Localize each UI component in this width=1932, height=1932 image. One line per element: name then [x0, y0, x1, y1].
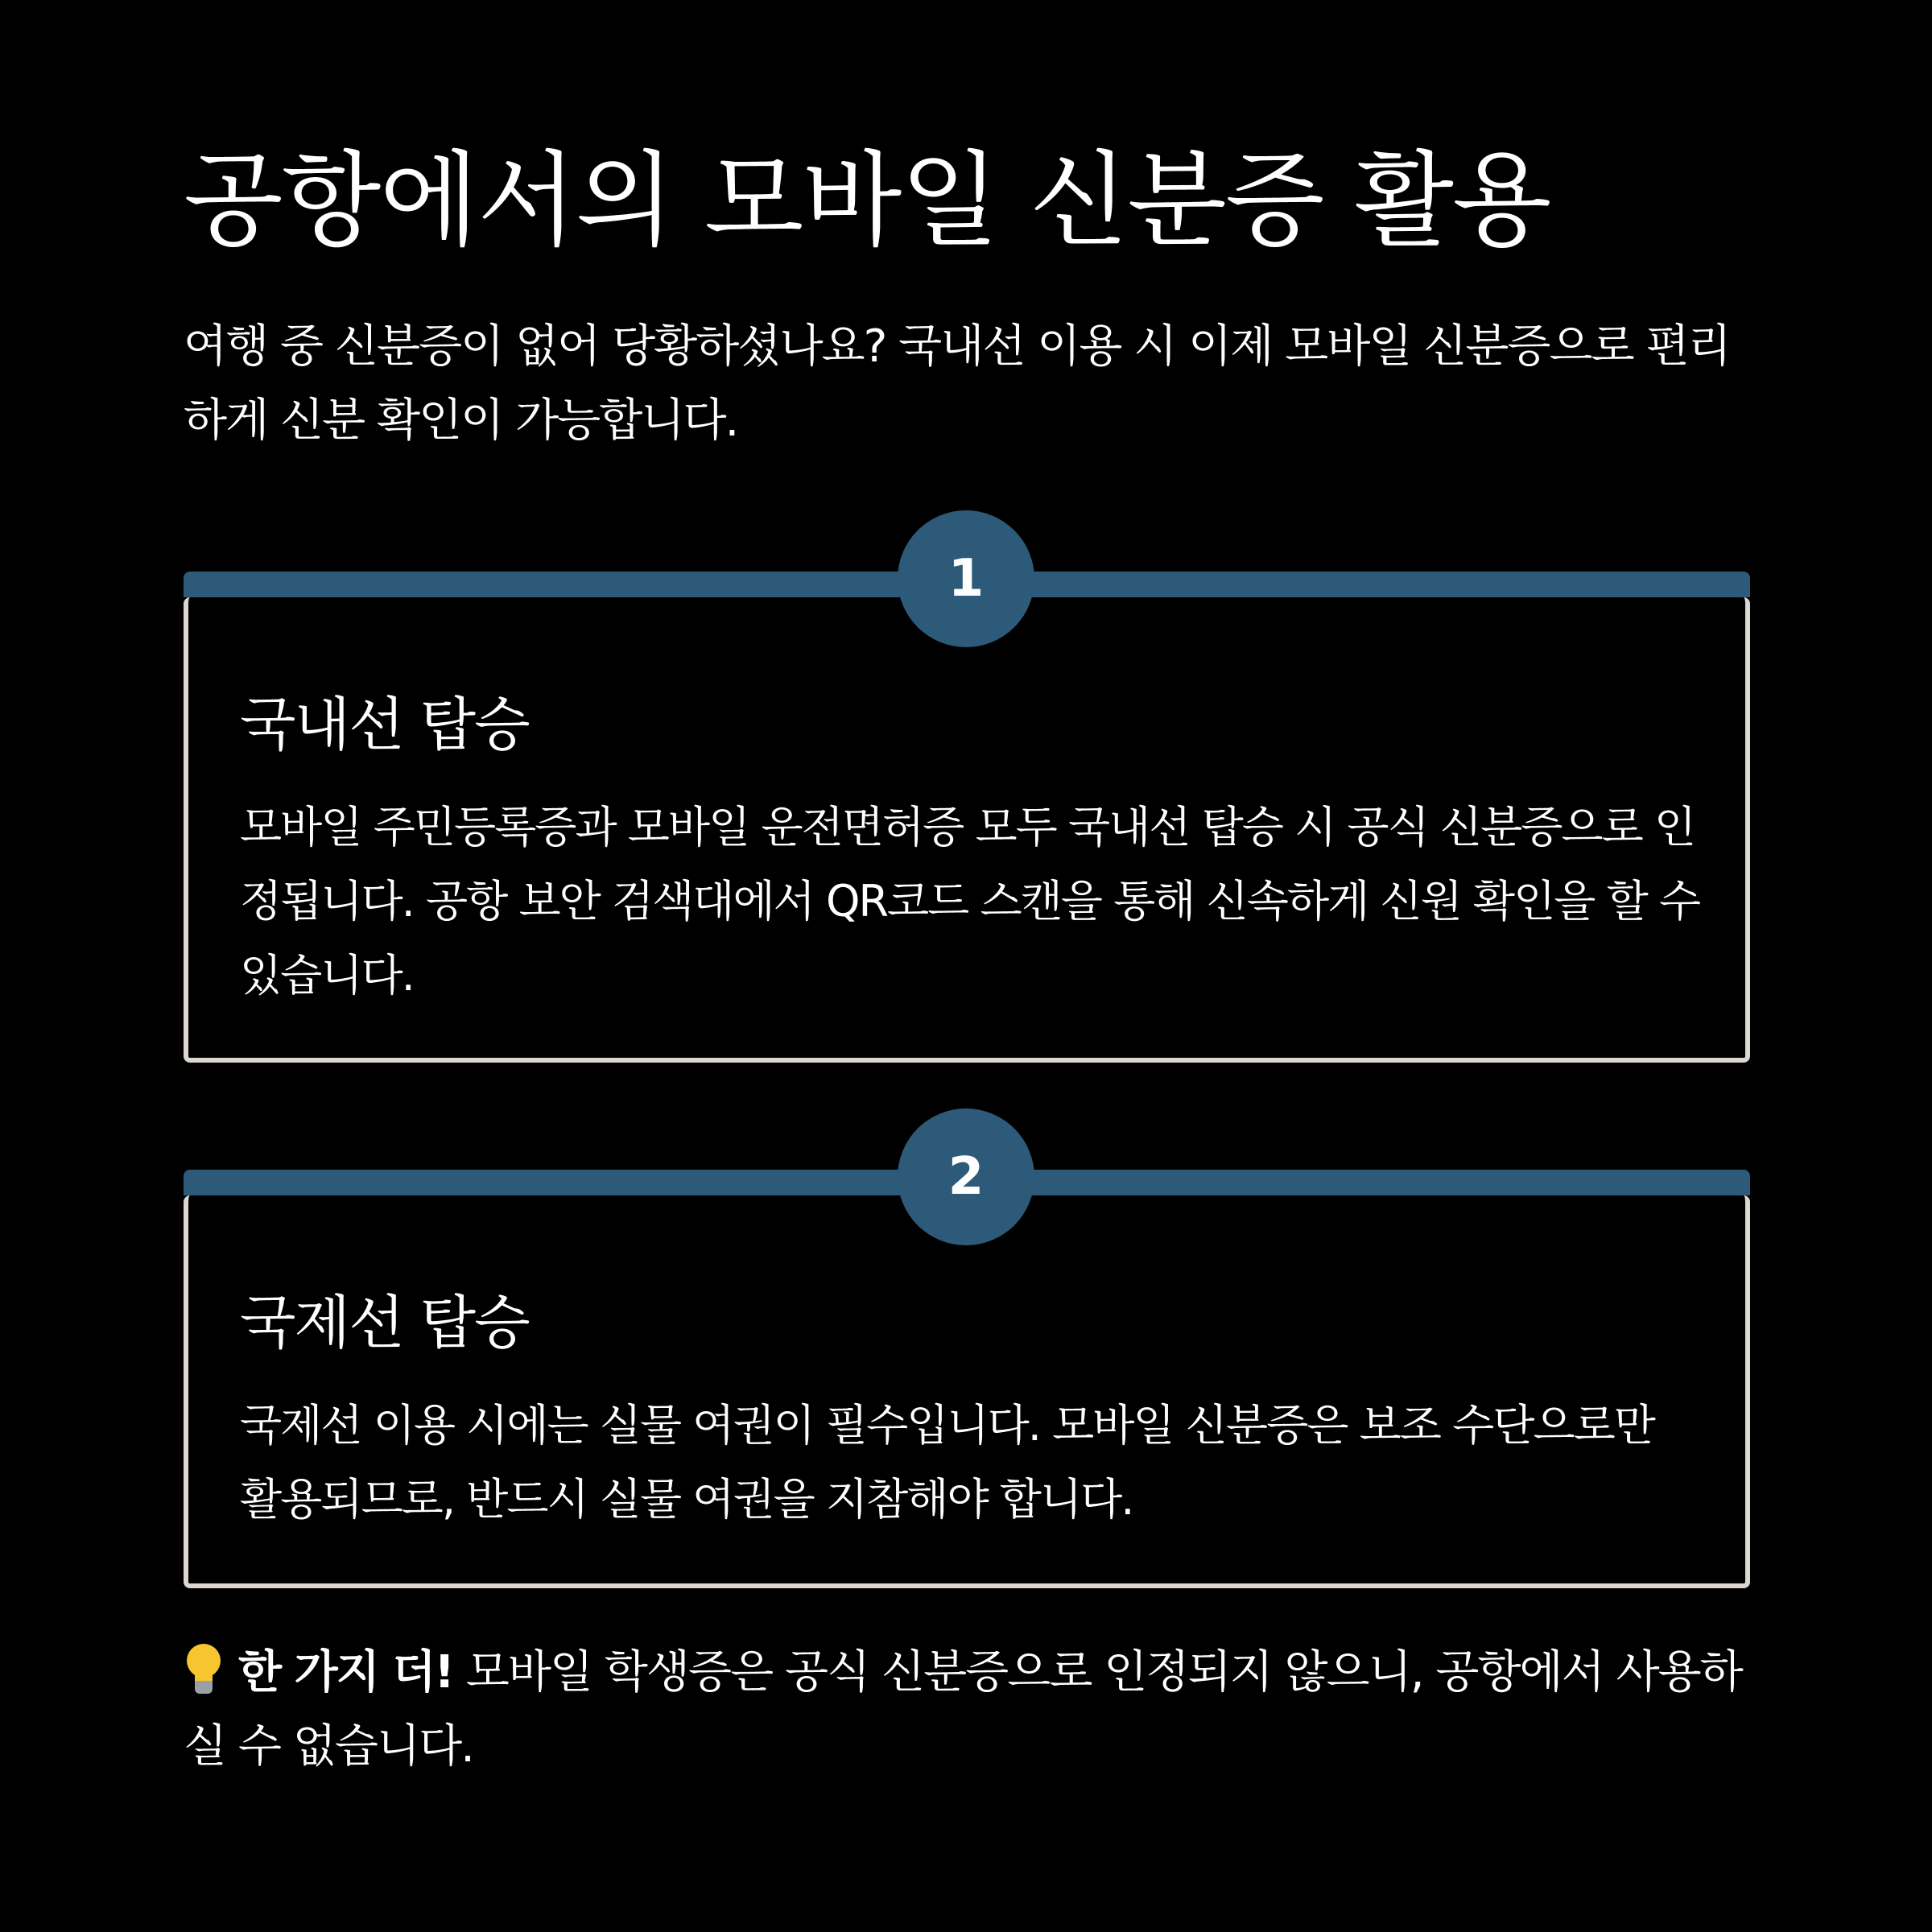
tip-text: 모바일 학생증은 공식 신분증으로 인정되지 않으니, 공항에서 사용하실 수 없습니다. — [184, 1646, 1742, 1773]
card-text: 모바일 주민등록증과 모바일 운전면허증 모두 국내선 탑승 시 공식 신분증으로 인정됩니다. 공항 보안 검색대에서 QR코드 스캔을 통해 신속하게 신원 확인을 할 수 있습니다. — [240, 802, 1700, 1001]
card-title: 국내선 탑승 — [240, 691, 529, 758]
tip-label: 한 가지 더! — [238, 1646, 453, 1699]
page-title: 공항에서의 모바일 신분증 활용 — [184, 141, 1550, 261]
lightbulb-icon — [184, 1642, 224, 1699]
card-international — [184, 1147, 1750, 1588]
card-title: 국제선 탑승 — [240, 1289, 529, 1356]
step-badge: 1 — [898, 510, 1034, 647]
card-domestic — [184, 549, 1750, 1063]
tip-note — [184, 1636, 1749, 1784]
card-text: 국제선 이용 시에는 실물 여권이 필수입니다. 모바일 신분증은 보조 수단으로만 활용되므로, 반드시 실물 여권을 지참해야 합니다. — [240, 1400, 1654, 1525]
step-badge: 2 — [898, 1108, 1034, 1245]
intro-paragraph: 여행 중 신분증이 없어 당황하셨나요? 국내선 이용 시 이제 모바일 신분증으로 편리하게 신분 확인이 가능합니다. — [184, 320, 1730, 447]
